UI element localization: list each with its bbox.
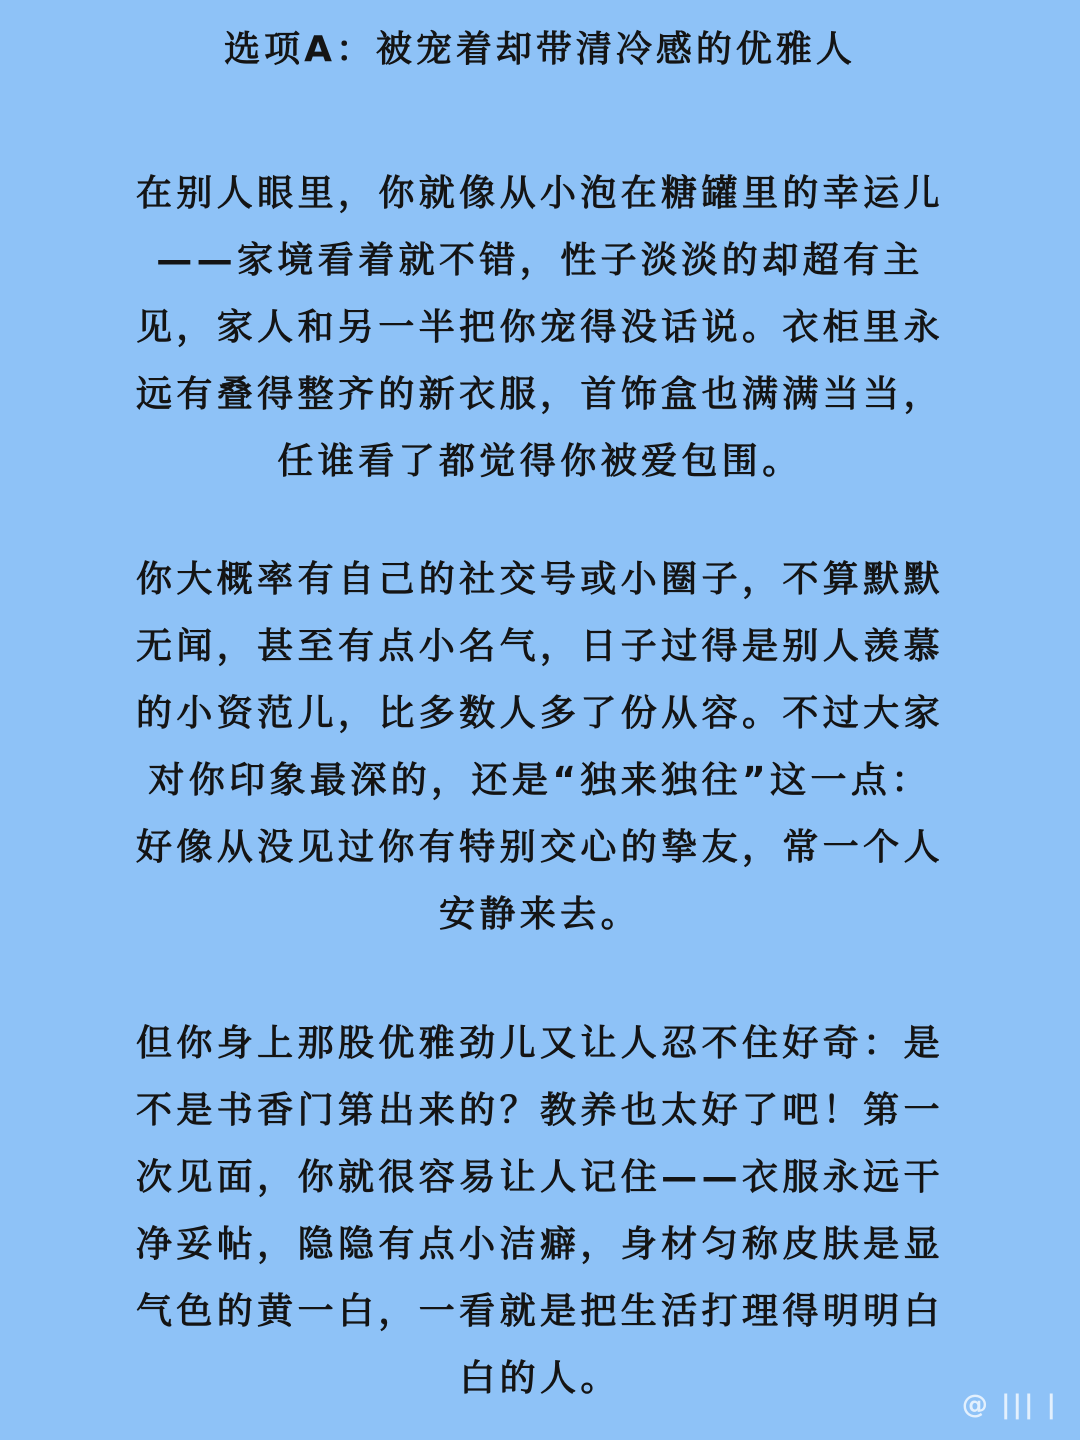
paragraph-line: 气色的黄一白，一看就是把生活打理得明明白: [135, 1291, 944, 1332]
paragraph-3: [60, 1010, 1020, 1412]
watermark: @ ||| |: [961, 1390, 1058, 1420]
paragraph-line: 远有叠得整齐的新衣服，首饰盒也满满当当，: [135, 374, 944, 415]
option-title: 选项A：被宠着却带清冷感的优雅人: [224, 29, 856, 70]
paragraph-line: 白的人。: [459, 1358, 621, 1399]
paragraph-2: [60, 546, 1020, 948]
paragraph-line: 在别人眼里，你就像从小泡在糖罐里的幸运儿: [135, 173, 944, 214]
paragraph-line: 次见面，你就很容易让人记住——衣服永远干: [135, 1157, 944, 1198]
paragraph-line: 任谁看了都觉得你被爱包围。: [277, 441, 803, 482]
paragraph-line: 见，家人和另一半把你宠得没话说。衣柜里永: [135, 307, 944, 348]
paragraph-line: 不是书香门第出来的？教养也太好了吧！第一: [135, 1090, 944, 1131]
paragraph-line: ——家境看着就不错，性子淡淡的却超有主: [156, 240, 924, 281]
paragraph-line: 的小资范儿，比多数人多了份从容。不过大家: [135, 693, 944, 734]
paragraph-line: 好像从没见过你有特别交心的挚友，常一个人: [135, 827, 944, 868]
paragraph-1: [60, 160, 1020, 495]
paragraph-line: 安静来去。: [438, 894, 641, 935]
paragraph-line: 对你印象最深的，还是“独来独往”这一点：: [148, 760, 932, 801]
paragraph-line: 但你身上那股优雅劲儿又让人忍不住好奇：是: [135, 1023, 944, 1064]
paragraph-line: 你大概率有自己的社交号或小圈子，不算默默: [135, 559, 944, 600]
paragraph-line: 无闻，甚至有点小名气，日子过得是别人羡慕: [135, 626, 944, 667]
paragraph-line: 净妥帖，隐隐有点小洁癖，身材匀称皮肤是显: [135, 1224, 944, 1265]
